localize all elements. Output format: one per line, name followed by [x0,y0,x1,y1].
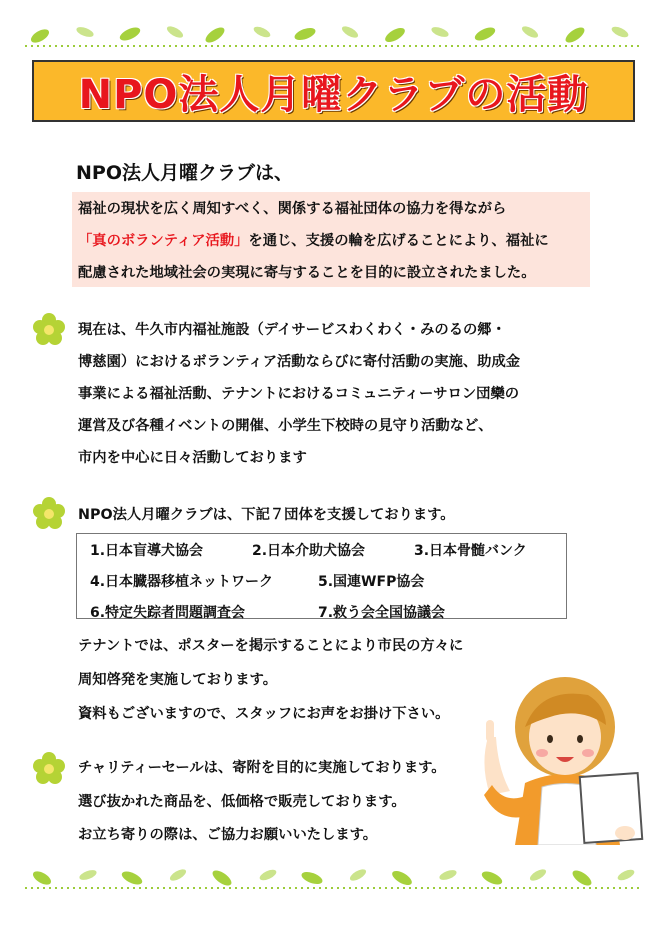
activity-line-2: 博慈園）におけるボランティア活動ならびに寄付活動の実施、助成金 [78,354,521,370]
leaf-border-bottom [0,862,670,902]
staff-illustration [470,665,650,845]
activity-line-1: 現在は、牛久市内福祉施設（デイサービスわくわく・みのるの郷・ [78,322,506,338]
group-item: 7.救う会全国協議会 [318,605,446,621]
intro-line-3: 配慮された地域社会の実現に寄与することを目的に設立されたました。 [78,265,536,281]
intro-line-2 [78,230,549,250]
tenant-line-2: 周知啓発を実施しております。 [78,672,278,688]
intro-line-1: 福祉の現状を広く周知すべく、関係する福祉団体の協力を得ながら [78,201,507,217]
group-item: 5.国連WFP協会 [318,574,425,590]
activity-line-4: 運営及び各種イベントの開催、小学生下校時の見守り活動など、 [78,418,493,434]
leaf-border-top [0,18,670,58]
flower-icon [32,751,66,785]
page-title: NPO法人月曜クラブの活動 [78,71,589,118]
activity-line-5: 市内を中心に日々活動しております [78,450,307,466]
group-item: 6.特定失踪者問題調査会 [90,605,246,621]
group-item: 2.日本介助犬協会 [252,543,366,559]
intro-emphasis: 「真のボランティア活動」 [78,233,249,249]
group-item: 4.日本臓器移植ネットワーク [90,574,274,590]
tenant-line-1: テナントでは、ポスターを掲示することにより市民の方々に [78,638,464,654]
charity-line-2: 選び抜かれた商品を、低価格で販売しております。 [78,794,406,810]
flower-icon [32,496,66,530]
charity-line-3: お立ち寄りの際は、ご協力お願いいたします。 [78,827,378,843]
tenant-line-3: 資料もございますので、スタッフにお声をお掛け下さい。 [78,706,450,722]
support-intro: NPO法人月曜クラブは、下記７団体を支援しております。 [78,507,455,523]
group-item: 3.日本骨髄バンク [414,543,527,559]
intro-heading: NPO法人月曜クラブは、 [76,162,293,184]
flower-icon [32,312,66,346]
charity-line-1: チャリティーセールは、寄附を目的に実施しております。 [78,760,446,776]
group-item: 1.日本盲導犬協会 [90,543,204,559]
activity-line-3: 事業による福祉活動、テナントにおけるコミュニティーサロン団欒の [78,386,520,402]
title-banner [32,60,635,122]
intro-line-2-rest: を通じ、支援の輪を広げることにより、福祉に [248,233,549,249]
